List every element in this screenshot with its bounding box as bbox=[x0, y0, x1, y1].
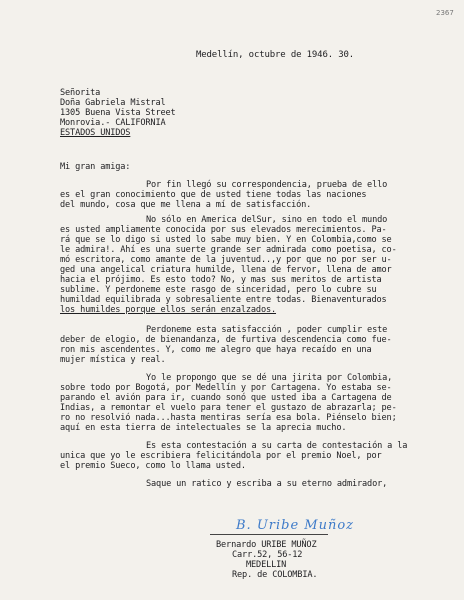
body-line: No sólo en America delSur, sino en todo el mundo bbox=[146, 215, 388, 225]
body-line: Yo le propongo que se dé una jirita por Colombia, bbox=[146, 373, 393, 383]
archive-pencil-note: 2367 bbox=[436, 9, 454, 17]
body-line: sublime. Y perdoneme este rasgo de sinceridad, pero lo cubre su bbox=[60, 285, 377, 295]
body-line: del mundo, cosa que me llena a mí de satisfacción. bbox=[60, 200, 312, 210]
body-line: es el gran conocimiento que de usted tiene todas las naciones bbox=[60, 190, 367, 200]
body-line: parando el avión para ir, cuando sonó que usted iba a Cartagena de bbox=[60, 393, 392, 403]
address-line-2: Monrovia.- CALIFORNIA bbox=[60, 118, 166, 128]
body-line: hacia el prójimo. Es esto todo? No, y mas sus meritos de artista bbox=[60, 275, 382, 285]
body-line: los humildes porque ellos serán enzalzados. bbox=[60, 305, 277, 315]
body-line: rá que se lo digo si usted lo sabe muy bien. Y en Colombia,como se bbox=[60, 235, 392, 245]
greeting: Mi gran amiga: bbox=[60, 162, 131, 172]
body-line: aquí en esta tierra de intelectuales se la aprecia mucho. bbox=[60, 423, 347, 433]
body-line: el premio Sueco, como lo llama usted. bbox=[60, 461, 246, 471]
body-line: es usted ampliamente conocida por sus elevados merecimientos. Pa- bbox=[60, 225, 387, 235]
body-line: ro no resolvió nada...hasta mentiras sería esa bola. Piénselo bien; bbox=[60, 413, 397, 423]
signature-rule bbox=[210, 534, 328, 535]
body-line: Es esta contestación a su carta de contestación a la bbox=[146, 441, 408, 451]
body-line: unica que yo le escribiera felicitándola por el premio Noel, por bbox=[60, 451, 382, 461]
body-line: ged una angelical criatura humilde, llena de fervor, llena de amor bbox=[60, 265, 392, 275]
body-line: humildad equilibrada y sobresaliente entre todas. Bienaventurados bbox=[60, 295, 387, 305]
sender-city: MEDELLIN bbox=[246, 560, 287, 570]
place-date: Medellín, octubre de 1946. 30. bbox=[196, 50, 355, 60]
body-line: le admira!. Ahí es una suerte grande ser admirada como poetisa, co- bbox=[60, 245, 397, 255]
body-line: Perdoneme esta satisfacción , poder cumplir este bbox=[146, 325, 388, 335]
body-line: mó escritora, como amante de la juventud..,y por que no por ser u- bbox=[60, 255, 392, 265]
sender-address: Carr.52, 56-12 bbox=[232, 550, 303, 560]
recipient-title: Señorita bbox=[60, 88, 101, 98]
handwritten-signature: B. Uribe Muñoz bbox=[236, 518, 355, 533]
address-line-3: ESTADOS UNIDOS bbox=[60, 128, 131, 138]
body-line: ron mis ascendentes. Y, como me alegro que haya recaído en una bbox=[60, 345, 372, 355]
body-line: Indias, a remontar el vuelo para tener el gustazo de abrazarla; pe- bbox=[60, 403, 397, 413]
address-line-1: 1305 Buena Vista Street bbox=[60, 108, 176, 118]
sender-country: Rep. de COLOMBIA. bbox=[232, 570, 318, 580]
recipient-name: Doña Gabriela Mistral bbox=[60, 98, 166, 108]
body-line: mujer mística y real. bbox=[60, 355, 166, 365]
body-line: deber de elogio, de bienandanza, de furtiva descendencia como fue- bbox=[60, 335, 392, 345]
body-line: Saque un ratico y escriba a su eterno admirador, bbox=[146, 479, 388, 489]
sender-name: Bernardo URIBE MUÑOZ bbox=[216, 540, 317, 550]
body-line: Por fin llegó su correspondencia, prueba de ello bbox=[146, 180, 388, 190]
body-line: sobre todo por Bogotá, por Medellín y por Cartagena. Yo estaba se- bbox=[60, 383, 392, 393]
